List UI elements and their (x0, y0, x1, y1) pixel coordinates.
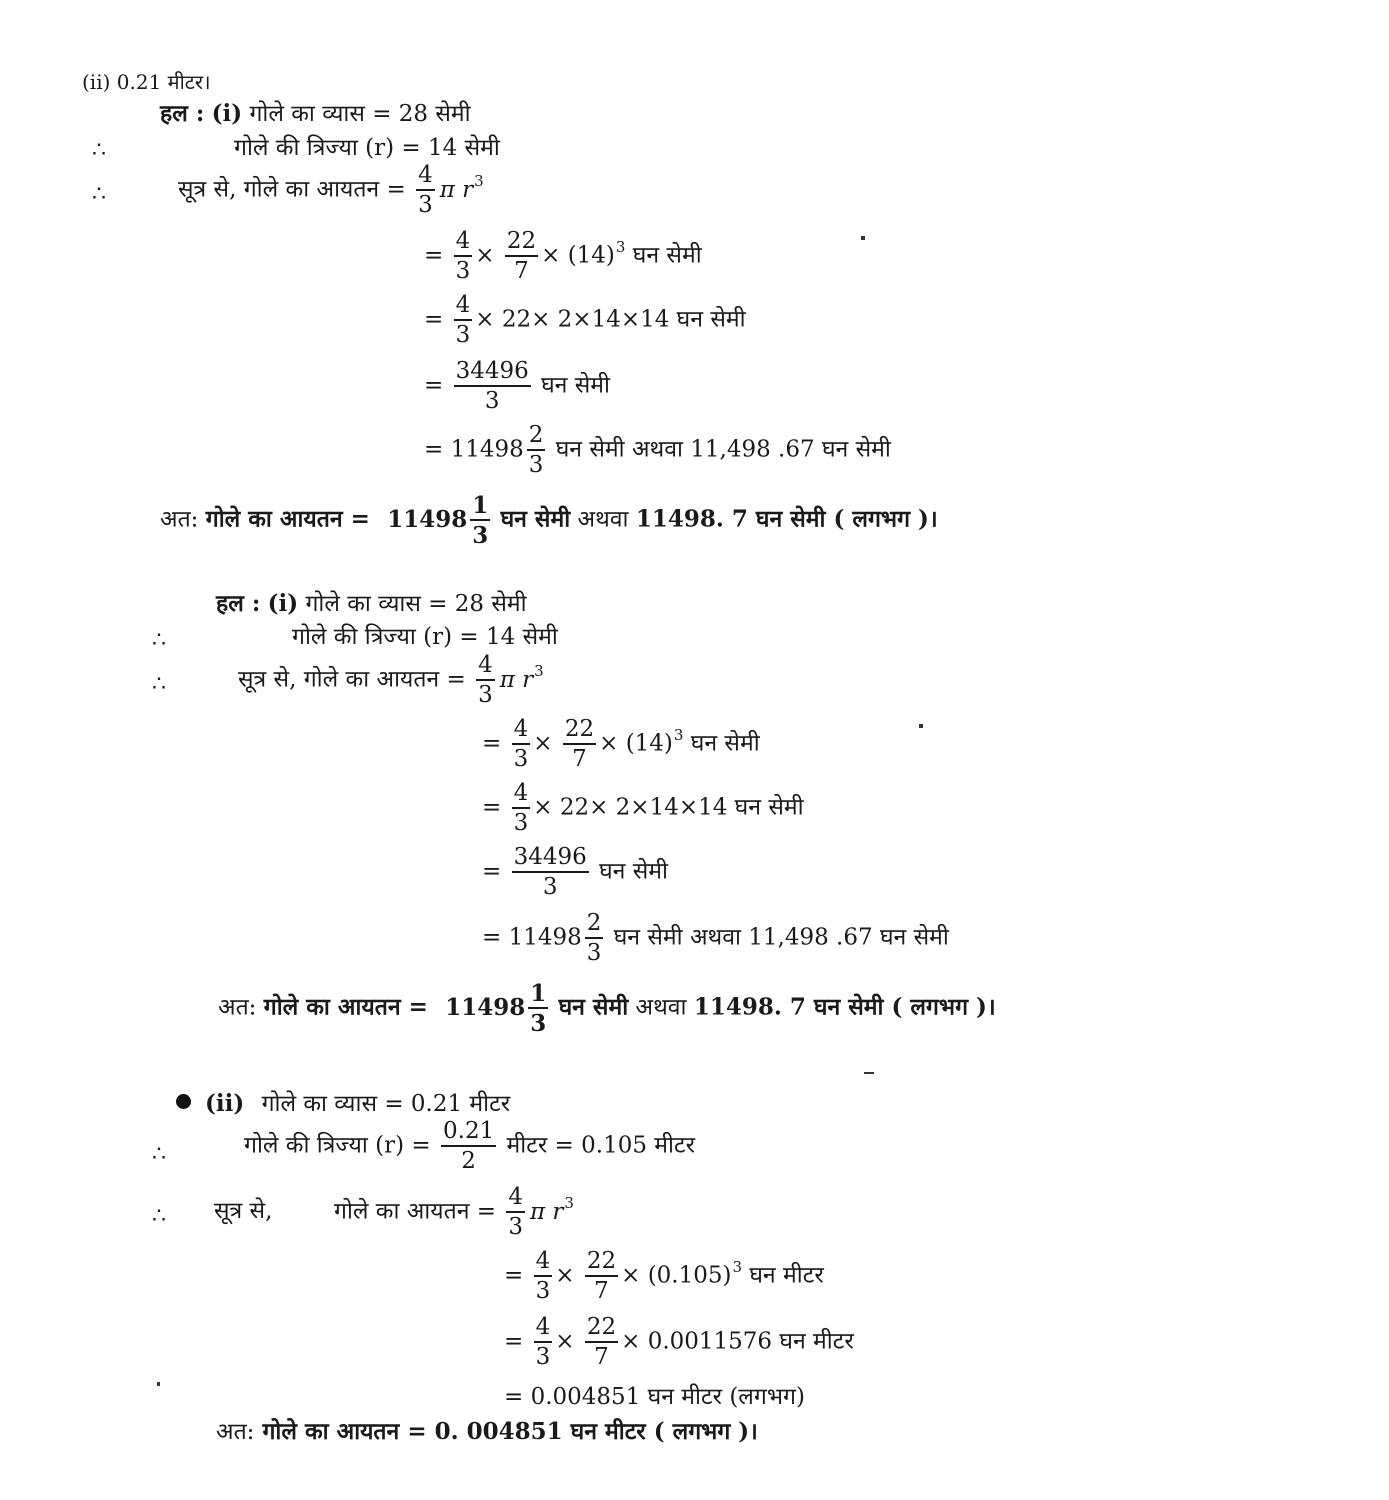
numerator: 4 (512, 718, 531, 745)
step-tail: × (14) (599, 730, 673, 757)
answer-whole: 11498 (445, 993, 526, 1021)
therefore-symbol: ∴ (92, 138, 106, 163)
denominator: 7 (594, 1278, 609, 1304)
step-tail: × (0.105) (621, 1262, 732, 1289)
solution-label: हल : (216, 590, 261, 617)
denominator: 7 (594, 1344, 609, 1370)
therefore-symbol: ∴ (152, 672, 166, 697)
numerator: 4 (454, 230, 473, 257)
part-label: (i) (267, 590, 299, 617)
numerator: 1 (530, 980, 547, 1007)
fraction (585, 1316, 618, 1369)
mixed-whole: = 11498 (482, 924, 582, 951)
fraction (470, 494, 490, 547)
exponent: 3 (615, 237, 626, 256)
fraction (512, 718, 531, 771)
numerator: 22 (585, 1316, 618, 1343)
step-tail: × 22× 2×14×14 घन सेमी (475, 306, 746, 333)
answer-line (160, 494, 938, 547)
answer-line (218, 982, 996, 1035)
step-2 (424, 294, 746, 347)
numerator: 2 (527, 424, 546, 451)
answer-or: अथवा (577, 506, 629, 533)
numerator: 4 (534, 1250, 553, 1277)
equals: = (482, 858, 502, 885)
answer-text: गोले का आयतन = 0. 004851 घन मीटर ( लगभग )। (262, 1418, 758, 1445)
unit: घन सेमी (690, 730, 760, 757)
exponent: 3 (534, 661, 544, 680)
fraction (534, 1250, 553, 1303)
diameter-line: गोले का व्यास = 28 सेमी (305, 591, 527, 617)
numerator: 22 (563, 718, 596, 745)
denominator: 3 (455, 322, 471, 348)
numerator: 34496 (454, 360, 531, 387)
exponent: 3 (564, 1193, 574, 1212)
fraction (528, 982, 548, 1035)
denominator: 7 (572, 746, 587, 772)
mixed-whole: = 11498 (424, 436, 524, 463)
answer-label: गोले का आयतन = (205, 505, 370, 533)
step-tail: × (14) (541, 242, 615, 269)
answer-label: गोले का आयतन = (263, 993, 428, 1021)
numerator: 4 (416, 164, 435, 191)
fraction (512, 846, 589, 899)
exponent: 3 (673, 725, 684, 744)
answer-prefix: अत: (216, 1419, 255, 1445)
fraction (585, 912, 604, 965)
equals: = (482, 794, 502, 821)
fraction (454, 294, 473, 347)
step-3 (482, 846, 668, 899)
scan-speck (864, 1072, 874, 1074)
answer-whole: 11498 (387, 505, 468, 533)
fraction (534, 1316, 553, 1369)
solution-label: हल : (160, 100, 205, 127)
pi-r: π r (499, 666, 534, 693)
exponent: 3 (732, 1257, 743, 1276)
radius-line (244, 1120, 695, 1173)
denominator: 3 (586, 940, 602, 966)
scan-speck (861, 236, 865, 240)
step-tail: घन सेमी अथवा 11,498 .67 घन सेमी (555, 436, 891, 463)
denominator: 3 (418, 192, 433, 218)
unit: घन सेमी (632, 242, 702, 269)
therefore-symbol: ∴ (152, 1204, 166, 1229)
equals: = (424, 372, 444, 399)
numerator: 4 (476, 654, 495, 681)
numerator: 22 (585, 1250, 618, 1277)
step-1: = $\frac{4}{3}$ × $\frac{22}{7}$ × $(0.105)^3$ घन मीटर (504, 1248, 824, 1304)
fraction (563, 718, 596, 771)
step-2: = $\frac{4}{3}$ × $\frac{22}{7}$ × 0.0011576 घन मीटर (504, 1314, 854, 1370)
step-4 (424, 424, 891, 477)
denominator: 3 (513, 810, 529, 836)
part-label: (ii) (205, 1090, 245, 1117)
step-tail: घन सेमी अथवा 11,498 .67 घन सेमी (613, 924, 949, 951)
answer-approx: 11498. 7 घन सेमी ( लगभग )। (635, 505, 938, 533)
fraction (441, 1120, 496, 1173)
solution-heading (216, 592, 527, 616)
fraction (527, 424, 546, 477)
denominator: 3 (528, 452, 544, 478)
numerator: 1 (472, 492, 489, 519)
step-tail: × 22× 2×14×14 घन सेमी (533, 794, 804, 821)
solution-heading (160, 102, 471, 126)
numerator: 22 (505, 230, 538, 257)
fraction (476, 654, 495, 707)
pi-r: π r (439, 176, 474, 203)
step-1: = $\frac{4}{3}$ × $\frac{22}{7}$ × $(14)^3$ घन सेमी (482, 716, 760, 772)
numerator: 4 (454, 294, 473, 321)
equals: = (504, 1328, 524, 1355)
step-1: = $\frac{4}{3}$ × $\frac{22}{7}$ × $(14)^3$ घन सेमी (424, 228, 702, 284)
unit: घन सेमी (541, 372, 611, 399)
step-tail: × 0.0011576 घन मीटर (621, 1328, 854, 1355)
diameter-line: गोले का व्यास = 0.21 मीटर (261, 1091, 511, 1117)
denominator: 3 (535, 1278, 551, 1304)
bullet-icon (176, 1094, 191, 1109)
answer-prefix: अत: (218, 994, 257, 1021)
question-label: (ii) 0.21 मीटर। (82, 70, 211, 94)
formula-prefix: गोले का आयतन = (334, 1198, 497, 1225)
denominator: 7 (514, 258, 529, 284)
scan-speck (919, 724, 923, 728)
denominator: 3 (508, 1214, 523, 1240)
numerator: 4 (534, 1316, 553, 1343)
answer-unit: घन सेमी (558, 993, 629, 1021)
fraction (505, 230, 538, 283)
pi-r: π r (530, 1198, 564, 1225)
fraction (454, 360, 531, 413)
part-ii-heading (176, 1092, 510, 1116)
formula-line (334, 1186, 574, 1239)
denominator: 3 (472, 522, 489, 549)
denominator: 3 (478, 682, 493, 708)
answer-prefix: अत: (160, 506, 199, 533)
therefore-symbol: ∴ (92, 182, 106, 207)
numerator: 4 (512, 782, 531, 809)
radius-prefix: गोले की त्रिज्या (r) = (244, 1132, 431, 1159)
fraction (512, 782, 531, 835)
formula-prefix: सूत्र से, गोले का आयतन = (238, 666, 466, 693)
therefore-symbol: ∴ (152, 628, 166, 653)
denominator: 3 (513, 746, 529, 772)
answer-approx: 11498. 7 घन सेमी ( लगभग )। (693, 993, 996, 1021)
answer-unit: घन सेमी (500, 505, 571, 533)
step-3 (424, 360, 610, 413)
numerator: 2 (585, 912, 604, 939)
unit: घन मीटर (749, 1262, 824, 1289)
formula-line (238, 654, 544, 707)
answer-line (216, 1420, 758, 1444)
part-label: (i) (211, 100, 243, 127)
equals: = (482, 730, 502, 757)
radius-tail: मीटर = 0.105 मीटर (506, 1132, 696, 1159)
fraction (585, 1250, 618, 1303)
denominator: 3 (455, 258, 471, 284)
step-3: = 0.004851 घन मीटर (लगभग) (504, 1384, 805, 1410)
radius-line: गोले की त्रिज्या (r) = 14 सेमी (234, 135, 500, 161)
diameter-line: गोले का व्यास = 28 सेमी (249, 101, 471, 127)
formula-line (178, 164, 484, 217)
therefore-symbol: ∴ (152, 1142, 166, 1167)
denominator: 3 (542, 874, 558, 900)
step-4 (482, 912, 949, 965)
denominator: 3 (484, 388, 500, 414)
fraction (506, 1186, 525, 1239)
denominator: 3 (530, 1010, 547, 1037)
numerator: 0.21 (441, 1120, 496, 1147)
formula-left: सूत्र से, (214, 1198, 273, 1224)
scan-speck (157, 1382, 160, 1386)
unit: घन सेमी (599, 858, 669, 885)
answer-or: अथवा (635, 994, 687, 1021)
denominator: 2 (461, 1148, 476, 1174)
denominator: 3 (535, 1344, 551, 1370)
equals: = (424, 306, 444, 333)
exponent: 3 (474, 171, 484, 190)
fraction (454, 230, 473, 283)
numerator: 4 (506, 1186, 525, 1213)
numerator: 34496 (512, 846, 589, 873)
equals: = (424, 242, 444, 269)
radius-line: गोले की त्रिज्या (r) = 14 सेमी (292, 624, 558, 650)
fraction (416, 164, 435, 217)
equals: = (504, 1262, 524, 1289)
formula-prefix: सूत्र से, गोले का आयतन = (178, 176, 406, 203)
step-2 (482, 782, 804, 835)
